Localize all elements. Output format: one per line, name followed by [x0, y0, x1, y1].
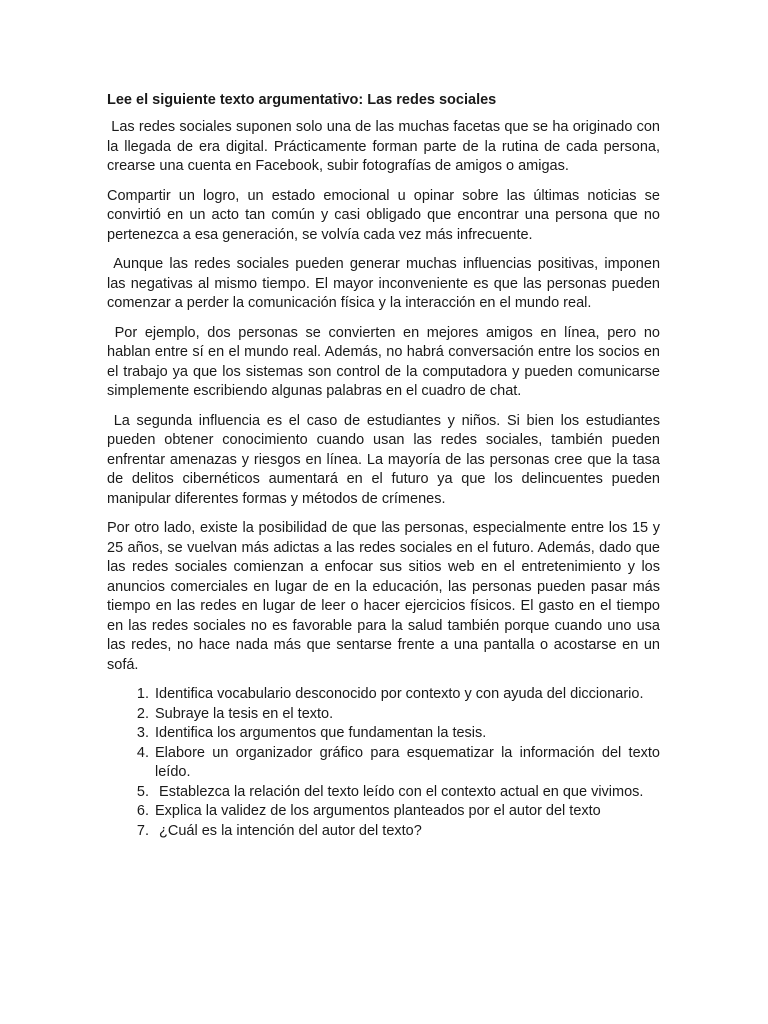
task-list	[107, 685, 660, 841]
paragraph-3: Aunque las redes sociales pueden generar muchas influencias positivas, imponen las negativas al mismo tiempo. El mayor inconveniente es que las personas pueden comenzar a perder la comunicación física y la interacción en el mundo real.	[107, 256, 665, 311]
list-item-text: Subraye la tesis en el texto.	[155, 705, 334, 722]
list-item-text: Identifica los argumentos que fundamentan la tesis.	[155, 725, 487, 741]
paragraph-6: Por otro lado, existe la posibilidad de que las personas, especialmente entre los 15 y 25 años, se vuelvan más adictas a las redes sociales en el futuro. Además, dado que las redes sociales comienzan a enfocar sus sitios web en el entretenimiento y los anuncios comerciales en lugar de en la educación, las personas pueden pasar más tiempo en las redes en lugar de leer o hacer ejercicios físicos. El gasto en el tiempo en las redes sociales no es favorable para la salud también porque cuando uno usa las redes, no hace nada más que sentarse frente a una pantalla o acostarse en un sofá.	[107, 520, 660, 673]
list-item-text: Elabore un organizador gráfico para esquematizar la información del texto leído.	[155, 744, 660, 780]
paragraph-5: La segunda influencia es el caso de estudiantes y niños. Si bien los estudiantes pueden obtener conocimiento cuando usan las redes sociales, también pueden enfrentar amenazas y riesgos en línea. La mayoría de las personas cree que la tasa de delitos cibernéticos aumentará en el futuro ya que los delincuentes pueden manipular diferentes formas y métodos de crímenes.	[107, 412, 665, 507]
document-title: Lee el siguiente texto argumentativo: Las redes sociales	[107, 92, 497, 108]
list-number: 1.	[136, 686, 149, 702]
list-number: 7.	[136, 822, 149, 839]
paragraph-4: Por ejemplo, dos personas se convierten en mejores amigos en línea, pero no hablan entre sí en el mundo real. Además, no habrá conversación entre los socios en el trabajo ya que los sistemas son control de la computadora y pueden comunicarse simplemente escribiendo algunas palabras en el cuadro de chat.	[107, 324, 665, 399]
list-item	[107, 822, 660, 842]
list-item	[107, 783, 660, 803]
list-item-text: Establezca la relación del texto leído con el contexto actual en que vivimos.	[155, 783, 644, 800]
list-item	[107, 724, 660, 744]
list-item-text: Identifica vocabulario desconocido por contexto y con ayuda del diccionario.	[155, 686, 644, 702]
list-item	[107, 744, 660, 783]
document-page	[107, 90, 665, 841]
list-item-text: ¿Cuál es la intención del autor del texto?	[155, 822, 422, 839]
list-item-text: Explica la validez de los argumentos planteados por el autor del texto	[155, 803, 601, 819]
list-number: 4.	[136, 744, 149, 761]
paragraph-2: Compartir un logro, un estado emocional u opinar sobre las últimas noticias se convirtió en un acto tan común y casi obligado que encontrar una persona que no pertenezca a esa generación, se volvía cada vez más infrecuente.	[107, 187, 660, 243]
paragraph-1: Las redes sociales suponen solo una de las muchas facetas que se ha originado con la llegada de era digital. Prácticamente forman parte de la rutina de cada persona, crearse una cuenta en Facebook, subir fotografías de amigos o amigas.	[107, 119, 665, 174]
list-number: 6.	[136, 803, 149, 819]
list-item	[107, 802, 660, 822]
list-number: 2.	[136, 705, 149, 722]
list-number: 3.	[136, 725, 149, 741]
list-number: 5.	[136, 783, 149, 800]
list-item	[107, 705, 660, 725]
list-item	[107, 685, 660, 705]
